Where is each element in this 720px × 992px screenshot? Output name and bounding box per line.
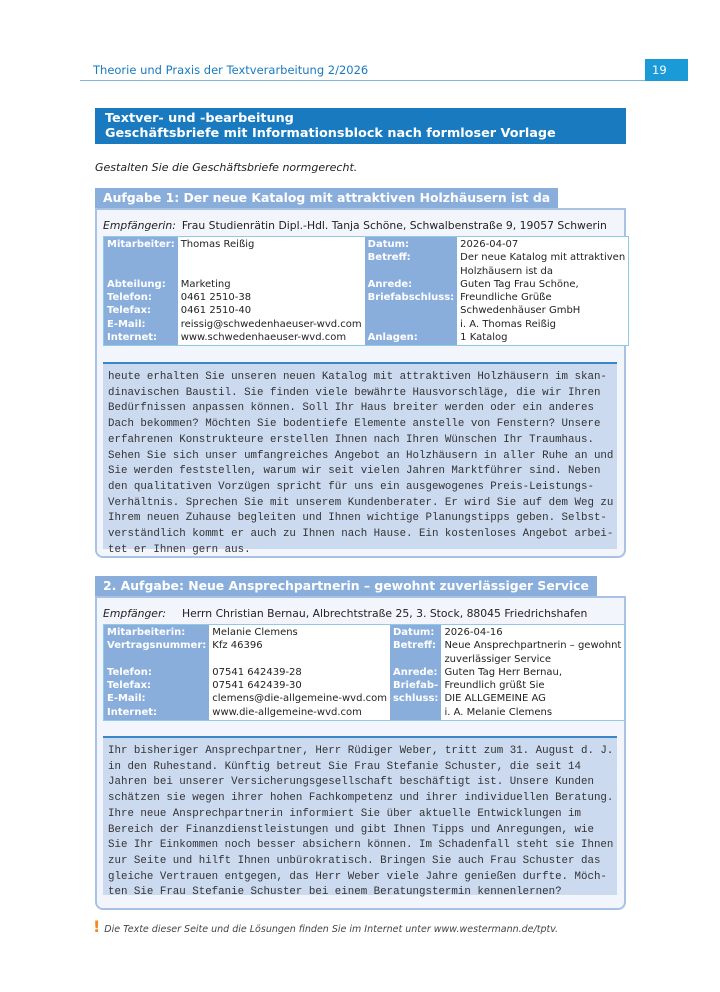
info-value: Guten Tag Herr Bernau, xyxy=(444,666,563,678)
task1-left-labels-column xyxy=(104,237,178,346)
info-label: Briefab- xyxy=(392,680,439,692)
exclamation-icon: ! xyxy=(93,917,101,936)
task1-recipient xyxy=(103,219,607,232)
task1-right-values-column xyxy=(457,237,629,346)
task1-letter-text: heute erhalten Sie unseren neuen Katalog mit attraktiven Holzhäusern im skan- dinavischen Baustil. Sie finden viele bewährte Hausvorschläge, die wir Ihren Bedürfnissen anpassen können. Soll Ihr Haus breiter werden oder ein anderes Dach bekommen? Möchten Sie bodentiefe Elemente anstelle von Fenstern? Unsere erfahrenen Konstrukteure erstellen Ihnen nach Ihren Wünschen Ihr Traumhaus. Sehen Sie sich unser umfangreiches Angebot an Holzhäusern in aller Ruhe an und Sie werden feststellen, warum wir seit vielen Jahren Marktführer sind. Neben den qualitativen Vorzügen spricht für uns ein ausgewogenes Preis-Leistungs- Verhältnis. Sprechen Sie mit unserem Kundenberater. Er wird Sie auf dem Weg zu Ihrem neuen Zuhause begleiten und Ihnen wichtige Planungstipps geben. Selbst- verständlich kommt er auch zu Ihnen nach Hause. Ein kostenloses Angebot arbei- tet er Ihnen gern aus. xyxy=(103,362,617,549)
task2-right-labels-column xyxy=(390,625,441,721)
task1-right-labels-column xyxy=(365,237,457,346)
info-label: Telefon: xyxy=(107,292,152,304)
info-value: 07541 642439-30 xyxy=(212,680,302,692)
recipient-value: Frau Studienrätin Dipl.-Hdl. Tanja Schöne, Schwalbenstraße 9, 19057 Schwerin xyxy=(181,219,607,232)
task2-left-values-column xyxy=(209,625,390,721)
info-value: 0461 2510-40 xyxy=(180,305,252,317)
task2-recipient xyxy=(103,607,587,620)
info-label: Betreff: xyxy=(392,640,436,652)
info-value: Thomas Reißig xyxy=(180,239,255,250)
info-value: Melanie Clemens xyxy=(212,627,298,638)
task1-left-values-column xyxy=(178,237,365,346)
info-label: Mitarbeiterin: xyxy=(107,627,186,638)
recipient-value: Herrn Christian Bernau, Albrechtstraße 25, 3. Stock, 88045 Friedrichshafen xyxy=(182,607,588,620)
info-value: Freundliche Grüße xyxy=(460,292,552,304)
info-value: Freundlich grüßt Sie xyxy=(444,680,545,692)
info-label xyxy=(393,706,438,719)
info-label xyxy=(107,265,175,278)
chapter-title-line1: Textver- und -bearbeitung xyxy=(105,111,294,126)
footer-text: Die Texte dieser Seite und die Lösungen finden Sie im Internet unter www.westermann.de/tptv. xyxy=(104,924,559,935)
info-value: zuverlässiger Service xyxy=(444,653,552,665)
task2-letter-text: Ihr bisheriger Ansprechpartner, Herr Rüdiger Weber, tritt zum 31. August d. J. in den Ruhestand. Künftig betreut Sie Frau Stefanie Schuster, die seit 14 Jahren bei unserer Versicherungsgesellschaft beschäftigt ist. Unsere Kunden schätzen sie wegen ihrer hohen Fachkompetenz und ihrer individuellen Beratung. Ihre neue Ansprechpartnerin informiert Sie über aktuelle Entwicklungen im Bereich der Finanzdienstleistungen und gibt Ihnen Tipps und Anregungen, wie Sie Ihr Einkommen noch besser absichern können. Im Schadenfall steht sie Ihnen zur Seite und hilft Ihnen unbürokratisch. Bringen Sie auch Frau Schuster das gleiche Vertrauen entgegen, das Herr Weber viele Jahre genießen durfte. Möch- ten Sie Frau Stefanie Schuster bei einem Beratungstermin kennenlernen? xyxy=(103,736,617,895)
info-value: Holzhäusern ist da xyxy=(460,265,554,277)
task2-right-values-column xyxy=(441,625,624,721)
info-label: Briefabschluss: xyxy=(367,292,455,304)
info-value: i. A. Thomas Reißig xyxy=(460,318,556,330)
info-label: Anrede: xyxy=(392,666,438,678)
info-label xyxy=(393,653,438,666)
info-value: Schwedenhäuser GmbH xyxy=(460,305,581,317)
info-value: 2026-04-16 xyxy=(444,627,503,638)
info-label: Telefax: xyxy=(107,305,152,317)
info-label: Internet: xyxy=(107,706,158,718)
task2-left-labels-column xyxy=(104,625,210,721)
header-divider xyxy=(80,80,646,81)
recipient-label: Empfänger: xyxy=(103,607,167,620)
info-label xyxy=(368,265,454,278)
info-label: E-Mail: xyxy=(107,318,146,330)
info-label xyxy=(368,304,454,317)
info-value: DIE ALLGEMEINE AG xyxy=(444,693,546,705)
info-label: Telefon: xyxy=(107,666,152,678)
info-value: 0461 2510-38 xyxy=(180,292,252,304)
task1-info-block xyxy=(103,236,629,346)
info-label: Telefax: xyxy=(107,680,152,692)
info-value: 07541 642439-28 xyxy=(212,666,302,678)
info-label: Datum: xyxy=(367,239,410,250)
info-value: 1 Katalog xyxy=(460,332,508,344)
running-header: Theorie und Praxis der Textverarbeitung 2/2026 xyxy=(93,63,369,77)
info-label: Internet: xyxy=(107,332,158,344)
info-value: Neue Ansprechpartnerin – gewohnt xyxy=(444,640,622,652)
info-label: Abteilung: xyxy=(107,278,166,290)
info-label: Anlagen: xyxy=(367,332,418,344)
task2-title: 2. Aufgabe: Neue Ansprechpartnerin – gewohnt zuverlässiger Service xyxy=(95,576,597,597)
info-value: reissig@schwedenhaeuser-wvd.com xyxy=(180,318,362,330)
info-label xyxy=(107,251,175,264)
info-label: Datum: xyxy=(392,627,435,638)
info-value: Der neue Katalog mit attraktiven xyxy=(460,252,626,264)
info-value: www.schwedenhaeuser-wvd.com xyxy=(180,332,347,344)
chapter-title xyxy=(95,108,626,144)
instruction: Gestalten Sie die Geschäftsbriefe normgerecht. xyxy=(95,161,358,174)
info-label: Mitarbeiter: xyxy=(107,239,175,250)
info-label xyxy=(368,318,454,331)
info-value: i. A. Melanie Clemens xyxy=(444,706,553,718)
info-value xyxy=(181,251,362,264)
info-value xyxy=(181,265,362,278)
info-value: Guten Tag Frau Schöne, xyxy=(460,278,579,290)
page-number: 19 xyxy=(645,59,688,81)
info-value: clemens@die-allgemeine-wvd.com xyxy=(212,693,387,705)
footer-note xyxy=(93,917,558,936)
task1-title: Aufgabe 1: Der neue Katalog mit attraktiven Holzhäusern ist da xyxy=(95,188,558,209)
info-value xyxy=(212,653,387,666)
info-value: Marketing xyxy=(180,278,231,290)
chapter-title-line2: Geschäftsbriefe mit Informationsblock nach formloser Vorlage xyxy=(105,126,556,141)
info-label: Betreff: xyxy=(367,252,411,264)
info-label xyxy=(107,653,206,666)
info-label: E-Mail: xyxy=(107,693,146,705)
info-value: www.die-allgemeine-wvd.com xyxy=(212,706,362,718)
info-label: schluss: xyxy=(392,693,439,705)
task2-info-block xyxy=(103,624,625,721)
info-label: Anrede: xyxy=(367,278,413,290)
info-label: Vertragsnummer: xyxy=(107,640,207,652)
recipient-label: Empfängerin: xyxy=(103,219,176,232)
info-value: 2026-04-07 xyxy=(460,239,519,250)
info-value: Kfz 46396 xyxy=(212,640,263,652)
